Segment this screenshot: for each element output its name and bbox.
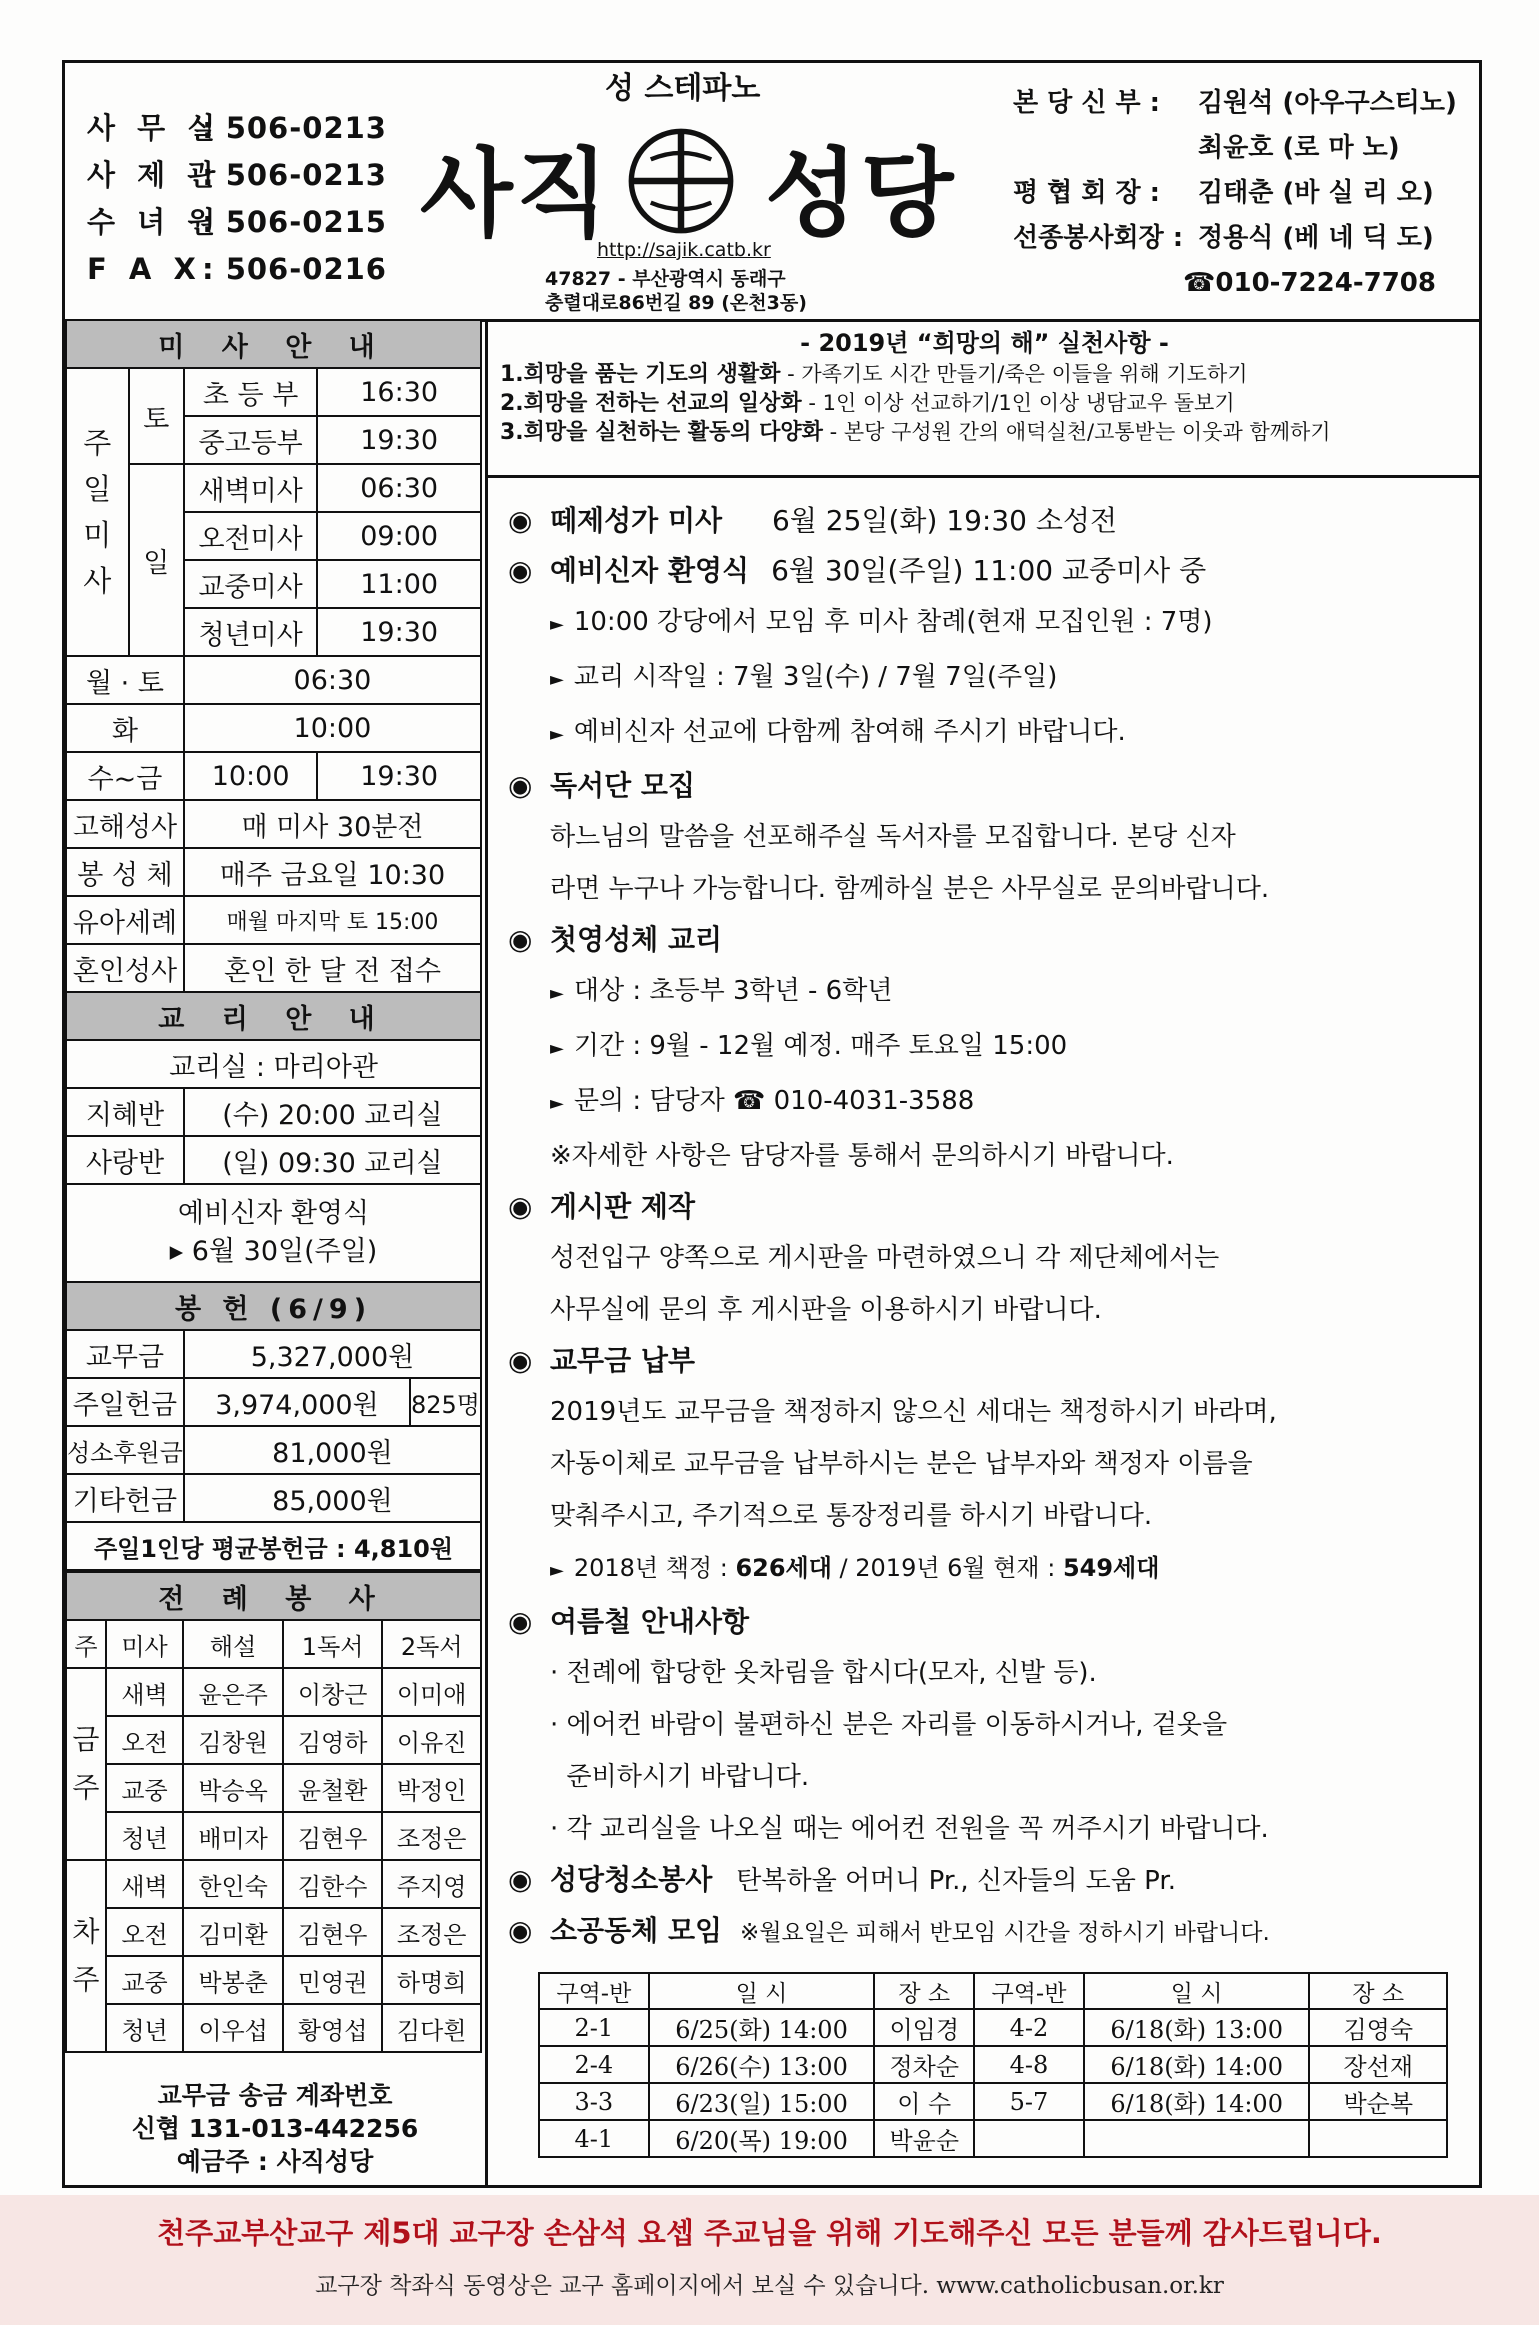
liturgy-header: 2독서 <box>382 1620 481 1668</box>
liturgy-cell: 김미환 <box>183 1908 283 1956</box>
target-bullet-icon: ◉ <box>508 1914 533 1947</box>
triangle-bullet-icon: ► <box>550 724 564 745</box>
notice-title: 예비신자 환영식 <box>550 554 750 587</box>
liturgy-header: 해설 <box>183 1620 283 1668</box>
schedule-cell: 5-7 <box>974 2083 1084 2120</box>
schedule-cell <box>1084 2120 1310 2157</box>
schedule-header-row <box>539 1973 1447 2009</box>
contact-value: : 506-0215 <box>202 205 387 239</box>
contact-row <box>87 105 387 152</box>
schedule-cell: 박윤순 <box>874 2120 974 2157</box>
plan-rest: - 가족기도 시간 만들기/죽은 이들을 위해 기도하기 <box>780 362 1248 386</box>
sacrament-name: 혼인성사 <box>66 944 184 992</box>
liturgy-cell: 민영권 <box>283 1956 383 2004</box>
notice-line: 라면 누구나 가능합니다. 함께하실 분은 사무실로 문의바랍니다. <box>550 874 1270 904</box>
schedule-cell: 박순복 <box>1309 2083 1447 2120</box>
liturgy-cell: 이창근 <box>283 1668 383 1716</box>
class-name: 사랑반 <box>66 1136 184 1184</box>
notice-title: 성당청소봉사 <box>550 1863 713 1896</box>
clergy-list <box>1013 81 1457 306</box>
notice-line: 준비하시기 바랍니다. <box>550 1762 810 1792</box>
schedule-header: 일 시 <box>649 1973 875 2009</box>
notice-line <box>508 1075 1479 1130</box>
plan-item <box>500 360 1469 389</box>
liturgy-cell: 김현우 <box>283 1908 383 1956</box>
line-text: 기간 : 9월 - 12월 예정. 매주 토요일 15:00 <box>573 1031 1068 1061</box>
triangle-bullet-icon: ► <box>550 1093 564 1114</box>
plan-title: - 2019년 “희망의 해” 실천사항 - <box>800 329 1169 357</box>
notice-lectors <box>508 761 1479 811</box>
schedule-row <box>539 2083 1447 2120</box>
liturgy-cell: 한인숙 <box>183 1860 283 1908</box>
schedule-cell: 김영숙 <box>1309 2009 1447 2046</box>
liturgy-cell: 황영섭 <box>283 2004 383 2052</box>
footer-banner <box>0 2195 1539 2325</box>
liturgy-cell: 박승옥 <box>183 1764 283 1812</box>
mass-time: 16:30 <box>317 368 481 416</box>
plan-item <box>500 389 1469 418</box>
clergy-value: 정용식 (베 네 딕 도) <box>1198 223 1434 253</box>
notice-communion <box>508 915 1479 965</box>
sacrament-value: 매 미사 30분전 <box>184 800 481 848</box>
week-label: 금 주 <box>66 1668 106 1860</box>
liturgy-cell: 김창원 <box>183 1716 283 1764</box>
dues-stat-label: / 2019년 6월 현재 : <box>831 1554 1063 1582</box>
schedule-cell: 장선재 <box>1309 2046 1447 2083</box>
schedule-cell: 4-8 <box>974 2046 1084 2083</box>
liturgy-cell: 김다흰 <box>382 2004 481 2052</box>
sacrament-value: 혼인 한 달 전 접수 <box>184 944 481 992</box>
offering-title: 봉 헌 (6/9) <box>66 1282 481 1330</box>
clergy-row <box>1013 81 1457 126</box>
liturgy-cell: 조정은 <box>382 1908 481 1956</box>
liturgy-cell: 배미자 <box>183 1812 283 1860</box>
schedule-header: 일 시 <box>1084 1973 1310 2009</box>
contact-label: 사 제 관 <box>87 158 222 192</box>
offering-average: 주일1인당 평균봉헌금 : 4,810원 <box>66 1522 481 1570</box>
left-column <box>65 319 488 2185</box>
schedule-row <box>539 2120 1447 2157</box>
target-bullet-icon: ◉ <box>508 1190 533 1223</box>
mass-time: 09:00 <box>317 512 481 560</box>
notices <box>508 496 1479 1958</box>
liturgy-table <box>65 1571 482 2053</box>
notice-line: 맞춰주시고, 주기적으로 통장정리를 하시기 바랍니다. <box>550 1501 1153 1531</box>
clergy-value: 김원석 (아우구스티노) <box>1198 88 1457 118</box>
sacrament-name: 고해성사 <box>66 800 184 848</box>
notice-catechumen <box>508 546 1479 596</box>
schedule-cell: 4-1 <box>539 2120 649 2157</box>
liturgy-cell: 하명희 <box>382 1956 481 2004</box>
mass-name: 오전미사 <box>184 512 317 560</box>
plan-item <box>500 418 1469 447</box>
dues-stat-label: 2018년 책정 : <box>573 1554 736 1582</box>
liturgy-cell: 윤철환 <box>283 1764 383 1812</box>
offering-name: 교무금 <box>66 1330 184 1378</box>
sacrament-name: 유아세례 <box>66 896 184 944</box>
weekday-time: 19:30 <box>317 752 481 800</box>
weekday-name: 화 <box>66 704 184 752</box>
schedule-cell: 6/26(수) 13:00 <box>649 2046 875 2083</box>
church-title-left: 사직 <box>420 138 612 250</box>
schedule-cell <box>1309 2120 1447 2157</box>
triangle-bullet-icon: ► <box>550 983 564 1004</box>
contact-label: 수 녀 원 <box>87 205 222 239</box>
schedule-header: 장 소 <box>874 1973 974 2009</box>
notice-detail: ※월요일은 피해서 반모임 시간을 정하시기 바랍니다. <box>740 1920 1270 1946</box>
schedule-header: 구역-반 <box>974 1973 1084 2009</box>
notice-line <box>508 596 1479 651</box>
mass-name: 청년미사 <box>184 608 317 656</box>
plan-rest: - 1인 이상 선교하기/1인 이상 냉담교우 돌보기 <box>801 391 1235 415</box>
notice-note: ※자세한 사항은 담당자를 통해서 문의하시기 바랍니다. <box>550 1141 1174 1171</box>
mass-schedule-table <box>65 319 482 1571</box>
notice-detail: 6월 25일(화) 19:30 소성전 <box>772 504 1118 537</box>
weekday-name: 월 · 토 <box>66 656 184 704</box>
mass-title: 미 사 안 내 <box>66 320 481 368</box>
welcome-date: ▸ 6월 30일(주일) <box>169 1236 378 1267</box>
liturgy-cell: 교중 <box>106 1764 184 1812</box>
liturgy-cell: 이유진 <box>382 1716 481 1764</box>
notice-line: · 에어컨 바람이 불편하신 분은 자리를 이동하시거나, 겉옷을 <box>550 1710 1228 1740</box>
sun-label: 일 <box>129 464 184 656</box>
line-text: 교리 시작일 : 7월 3일(수) / 7월 7일(주일) <box>573 662 1058 692</box>
schedule-header: 구역-반 <box>539 1973 649 2009</box>
contact-row <box>87 152 387 199</box>
plan-head: 3.희망을 실천하는 활동의 다양화 <box>500 420 823 445</box>
catechism-title: 교 리 안 내 <box>66 992 481 1040</box>
schedule-cell: 4-2 <box>974 2009 1084 2046</box>
liturgy-cell: 청년 <box>106 1812 184 1860</box>
clergy-row <box>1013 261 1457 306</box>
liturgy-header: 1독서 <box>283 1620 383 1668</box>
notice-line <box>508 706 1479 761</box>
contact-value: : 506-0216 <box>202 252 387 286</box>
church-prefix: 성 스테파노 <box>605 71 761 106</box>
clergy-label: 선종봉사회장 : <box>1013 223 1184 253</box>
target-bullet-icon: ◉ <box>508 1863 533 1896</box>
contact-row <box>87 246 387 293</box>
schedule-cell: 6/25(화) 14:00 <box>649 2009 875 2046</box>
notice-line <box>508 965 1479 1020</box>
triangle-bullet-icon: ► <box>550 669 564 690</box>
notice-detail: 탄복하올 어머니 Pr., 신자들의 도움 Pr. <box>736 1866 1176 1896</box>
church-address <box>545 267 807 315</box>
notice-line <box>508 1020 1479 1075</box>
dues-stat-value: 549세대 <box>1062 1554 1160 1582</box>
offering-count: 825명 <box>410 1378 481 1426</box>
dues-stats <box>508 1542 1479 1597</box>
target-bullet-icon: ◉ <box>508 504 533 537</box>
notice-line: 하느님의 말씀을 선포해주실 독서자를 모집합니다. 본당 신자 <box>550 822 1236 852</box>
clergy-value: 김태춘 (바 실 리 오) <box>1198 178 1434 208</box>
plan-head: 1.희망을 품는 기도의 생활화 <box>500 362 781 387</box>
class-name: 지혜반 <box>66 1088 184 1136</box>
notice-community <box>508 1906 1479 1958</box>
church-url-link[interactable]: http://sajik.catb.kr <box>597 239 771 261</box>
schedule-cell: 6/18(화) 14:00 <box>1084 2046 1310 2083</box>
sacrament-value: 매주 금요일 10:30 <box>184 848 481 896</box>
account-line: 신협 131-013-442256 <box>131 2114 419 2143</box>
line-text: 10:00 강당에서 모임 후 미사 참례(현재 모집인원 : 7명) <box>573 607 1213 637</box>
church-logo-icon <box>627 127 735 235</box>
clergy-row <box>1013 216 1457 261</box>
contact-value: : 506-0213 <box>202 158 387 192</box>
notice-line: 2019년도 교무금을 책정하지 않으신 세대는 책정하시기 바라며, <box>550 1397 1277 1427</box>
liturgy-cell: 교중 <box>106 1956 184 2004</box>
sacrament-name: 봉 성 체 <box>66 848 184 896</box>
notice-title: 여름철 안내사항 <box>550 1605 750 1638</box>
right-column <box>488 319 1479 2158</box>
notice-summer <box>508 1597 1479 1647</box>
schedule-cell: 6/20(목) 19:00 <box>649 2120 875 2157</box>
mass-time: 11:00 <box>317 560 481 608</box>
liturgy-cell: 김한수 <box>283 1860 383 1908</box>
mass-name: 교중미사 <box>184 560 317 608</box>
mass-time: 19:30 <box>317 416 481 464</box>
liturgy-cell: 오전 <box>106 1908 184 1956</box>
welcome-title: 예비신자 환영식 <box>177 1198 370 1229</box>
mass-time: 06:30 <box>317 464 481 512</box>
liturgy-cell: 새벽 <box>106 1668 184 1716</box>
liturgy-cell: 김현우 <box>283 1812 383 1860</box>
liturgy-cell: 이우섭 <box>183 2004 283 2052</box>
notice-taize <box>508 496 1479 546</box>
dues-stat-value: 626세대 <box>735 1554 832 1582</box>
schedule-cell: 2-1 <box>539 2009 649 2046</box>
footer-thanks: 천주교부산교구 제5대 교구장 손삼석 요셉 주교님을 위해 기도해주신 모든 분들께 감사드립니다. <box>157 2216 1382 2250</box>
target-bullet-icon: ◉ <box>508 1605 533 1638</box>
clergy-label: 평 협 회 장 : <box>1013 178 1161 208</box>
line-text: 대상 : 초등부 3학년 - 6학년 <box>573 976 893 1006</box>
contact-label: 사 무 실 <box>87 111 222 145</box>
target-bullet-icon: ◉ <box>508 769 533 802</box>
plan-rest: - 본당 구성원 간의 애덕실천/고통받는 이웃과 함께하기 <box>822 420 1331 444</box>
mass-time: 19:30 <box>317 608 481 656</box>
contact-value: : 506-0213 <box>202 111 387 145</box>
catechism-room: 교리실 : 마리아관 <box>66 1040 481 1088</box>
offering-name: 성소후원금 <box>66 1426 184 1474</box>
schedule-cell: 6/18(화) 13:00 <box>1084 2009 1310 2046</box>
footer-video-note: 교구장 착좌식 동영상은 교구 홈페이지에서 보실 수 있습니다. www.catholicbusan.or.kr <box>315 2273 1224 2299</box>
notice-line: 자동이체로 교무금을 납부하시는 분은 납부자와 책정자 이름을 <box>550 1449 1253 1479</box>
liturgy-cell: 오전 <box>106 1716 184 1764</box>
sat-label: 토 <box>129 368 184 464</box>
notice-line: · 전례에 합당한 옷차림을 합시다(모자, 신발 등). <box>550 1658 1097 1688</box>
church-title-right: 성당 <box>765 138 957 250</box>
notice-title: 소공동체 모임 <box>550 1914 723 1947</box>
offering-name: 주일헌금 <box>66 1378 184 1426</box>
liturgy-header: 주 <box>66 1620 106 1668</box>
schedule-cell: 정차순 <box>874 2046 974 2083</box>
address-line: 충렬대로86번길 89 (온천3동) <box>545 292 807 314</box>
class-time: (수) 20:00 교리실 <box>184 1088 481 1136</box>
schedule-header: 장 소 <box>1309 1973 1447 2009</box>
notice-line: 성전입구 양쪽으로 게시판을 마련하였으니 각 제단체에서는 <box>550 1243 1220 1273</box>
liturgy-cell: 박정인 <box>382 1764 481 1812</box>
liturgy-cell: 주지영 <box>382 1860 481 1908</box>
clergy-value: 최윤호 (로 마 노) <box>1198 133 1400 163</box>
target-bullet-icon: ◉ <box>508 554 533 587</box>
liturgy-cell: 청년 <box>106 2004 184 2052</box>
schedule-row <box>539 2009 1447 2046</box>
mass-name: 중고등부 <box>184 416 317 464</box>
line-text: 문의 : 담당자 ☎ 010-4031-3588 <box>573 1086 975 1116</box>
sunday-mass-label: 주 일 미 사 <box>66 368 129 656</box>
notice-title: 게시판 제작 <box>550 1190 695 1223</box>
schedule-cell: 이 수 <box>874 2083 974 2120</box>
notice-title: 첫영성체 교리 <box>550 923 723 956</box>
schedule-cell: 3-3 <box>539 2083 649 2120</box>
schedule-row <box>539 2046 1447 2083</box>
bulletin-frame <box>62 60 1482 2188</box>
contact-list <box>87 105 387 293</box>
contact-row <box>87 199 387 246</box>
notice-board <box>508 1182 1479 1232</box>
liturgy-header: 미사 <box>106 1620 184 1668</box>
address-line: 47827 - 부산광역시 동래구 <box>545 268 786 290</box>
contact-label: F A X <box>87 252 202 286</box>
plan-head: 2.희망을 전하는 선교의 일상화 <box>500 391 802 416</box>
week-label: 차 주 <box>66 1860 106 2052</box>
schedule-cell: 6/18(화) 14:00 <box>1084 2083 1310 2120</box>
offering-value: 81,000원 <box>184 1426 481 1474</box>
sacrament-value: 매월 마지막 토 15:00 <box>184 896 481 944</box>
weekday-time: 10:00 <box>184 704 481 752</box>
notice-title: 떼제성가 미사 <box>550 504 723 537</box>
triangle-bullet-icon: ► <box>550 614 564 635</box>
target-bullet-icon: ◉ <box>508 923 533 956</box>
liturgy-cell: 조정은 <box>382 1812 481 1860</box>
offering-value: 85,000원 <box>184 1474 481 1522</box>
account-line: 예금주 : 사직성당 <box>176 2147 374 2176</box>
schedule-cell <box>974 2120 1084 2157</box>
weekday-time: 06:30 <box>184 656 481 704</box>
target-bullet-icon: ◉ <box>508 1344 533 1377</box>
triangle-bullet-icon: ► <box>550 1038 564 1059</box>
yearly-plan <box>488 319 1479 478</box>
schedule-cell: 이임경 <box>874 2009 974 2046</box>
notice-title: 교무금 납부 <box>550 1344 695 1377</box>
liturgy-cell: 윤은주 <box>183 1668 283 1716</box>
schedule-cell: 6/23(일) 15:00 <box>649 2083 875 2120</box>
liturgy-cell: 박봉춘 <box>183 1956 283 2004</box>
clergy-label: 본 당 신 부 : <box>1013 88 1161 118</box>
clergy-row <box>1013 171 1457 216</box>
mass-name: 새벽미사 <box>184 464 317 512</box>
offering-name: 기타헌금 <box>66 1474 184 1522</box>
account-info <box>65 2079 485 2178</box>
schedule-cell: 2-4 <box>539 2046 649 2083</box>
phone-number: ☎010-7224-7708 <box>1183 268 1436 298</box>
notice-cleaning <box>508 1855 1479 1906</box>
triangle-bullet-icon: ► <box>550 1560 564 1581</box>
line-text: 예비신자 선교에 다함께 참여해 주시기 바랍니다. <box>573 717 1126 747</box>
notice-line: · 각 교리실을 나오실 때는 에어컨 전원을 꼭 꺼주시기 바랍니다. <box>550 1814 1269 1844</box>
community-schedule-table <box>538 1972 1448 2158</box>
notice-line <box>508 651 1479 706</box>
weekday-time: 10:00 <box>184 752 317 800</box>
offering-value: 5,327,000원 <box>184 1330 481 1378</box>
clergy-row <box>1013 126 1457 171</box>
notice-line: 사무실에 문의 후 게시판을 이용하시기 바랍니다. <box>550 1295 1102 1325</box>
liturgy-cell: 이미애 <box>382 1668 481 1716</box>
notice-detail: 6월 30일(주일) 11:00 교중미사 중 <box>771 554 1207 587</box>
notice-title: 독서단 모집 <box>550 769 695 802</box>
header <box>65 63 1479 322</box>
liturgy-cell: 새벽 <box>106 1860 184 1908</box>
weekday-name: 수~금 <box>66 752 184 800</box>
account-line: 교무금 송금 계좌번호 <box>157 2081 393 2110</box>
liturgy-title: 전 례 봉 사 <box>66 1572 481 1620</box>
liturgy-cell: 김영하 <box>283 1716 383 1764</box>
notice-dues <box>508 1336 1479 1386</box>
offering-value: 3,974,000원 <box>184 1378 410 1426</box>
welcome-ceremony <box>66 1184 481 1282</box>
class-time: (일) 09:30 교리실 <box>184 1136 481 1184</box>
mass-name: 초 등 부 <box>184 368 317 416</box>
